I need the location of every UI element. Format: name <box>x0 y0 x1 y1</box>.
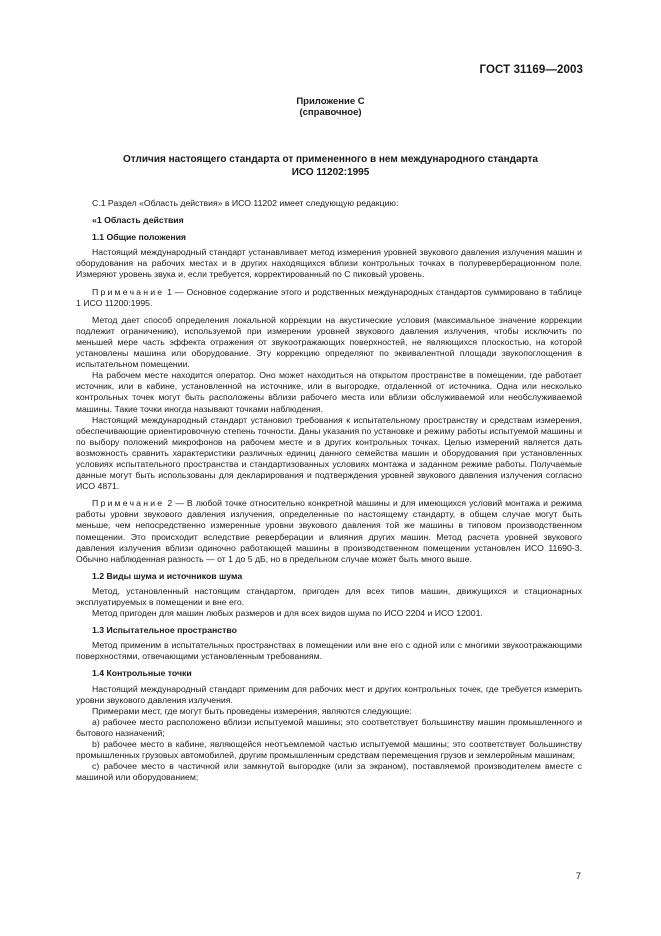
title-line-1: Отличия настоящего стандарта от примененного в нем международного стандарта <box>123 154 538 165</box>
paragraph-requirements: Настоящий международный стандарт установил требования к испытательному пространству и средствам измерения, обеспечивающие ориентировочную степень точности. Даны указания по установке и режиму работы испытуемой машины и по выбору положений микрофонов на рабочем месте и в других контрольных точках. Целью измерений является дать возможность сравнить характеристики различных единиц данного семейства машин и оборудования при установленных условиях испытательного пространства и стандартизованных условиях монтажа и заданном режиме работы. Получаемые данные могут быть использованы для декларирования и подтверждения уровней звукового давления излучения согласно ИСО 4871. <box>76 414 582 492</box>
standard-designation: ГОСТ 31169—2003 <box>479 64 583 76</box>
appendix-heading <box>0 96 661 118</box>
paragraph-method: Метод дает способ определения локальной коррекции на акустические условия (максимальное значение коррекции подлежит ограничению), используемой при измерении уровней звукового давления излучения, чтобы исключить по меньшей мере часть эффекта отражения от звукоотражающих поверхностей, не являющихся плоскостью, на которой установлены машина или оборудование. Эту коррекцию определяют по эквивалентной площади звукопоглощения в испытательном помещении. <box>76 314 582 370</box>
title-line-2: ИСО 11202:1995 <box>291 166 370 178</box>
paragraph-machine-sizes: Метод пригоден для машин любых размеров и для всех видов шума по ИСО 2204 и ИСО 12001. <box>92 608 483 619</box>
section-1-1-heading: 1.1 Общие положения <box>92 232 186 243</box>
list-item-c: с) рабочее место в частичной или замкнутой выгородке (или за экраном), поставляемой производителем вместе с машиной или оборудованием; <box>76 761 582 783</box>
paragraph-test-space: Метод применим в испытательных пространствах в помещении или вне его с одной или с многими звукоотражающими поверхностями, отвечающими установленным требованиям. <box>76 640 582 662</box>
list-item-a: а) рабочее место расположено вблизи испытуемой машины; это соответствует большинству машин промышленного и бытового назначений; <box>76 716 582 738</box>
paragraph-control-points: Настоящий международный стандарт применим для рабочих мест и других контрольных точек, где требуется измерить уровни звукового давления излучения. <box>76 683 582 705</box>
note-1 <box>76 287 582 309</box>
note-1-label: Примечание <box>92 286 165 297</box>
section-1-heading: «1 Область действия <box>92 215 184 226</box>
note-2-label: Примечание <box>92 498 165 509</box>
paragraph-general: Настоящий международный стандарт устанавливает метод измерения уровней звукового давления излучения машин и оборудования на рабочих местах и в других находящихся вблизи контрольных точках в полуреверберационном поле. Измеряют уровень звука и, если требуется, корректированный по С пиковый уровень. <box>76 247 582 280</box>
paragraph-workplace: На рабочем месте находится оператор. Оно может находиться на открытом пространстве в помещении, где работает источник, или в кабине, установленной на источнике, или в выгородке, отдаленной от источника. Одна или несколько контрольных точек могут быть расположены вблизи рабочего места или вблизи обслуживаемой или необслуживаемой машины. Такие точки иногда называют точками наблюдения. <box>76 370 582 414</box>
intro-paragraph: С.1 Раздел «Область действия» в ИСО 11202 имеет следующую редакцию: <box>92 198 399 208</box>
appendix-type: (справочное) <box>299 107 362 118</box>
note-1-text: 1 — Основное содержание этого и родственных международных стандартов суммировано в таблице 1 ИСО 11200:1995. <box>76 286 582 308</box>
section-1-4-heading: 1.4 Контрольные точки <box>92 668 192 679</box>
section-1-2-heading: 1.2 Виды шума и источников шума <box>92 570 243 581</box>
note-2-text: 2 — В любой точке относительно конкретной машины и для имеющихся условий монтажа и режима работы уровни звукового давления излучения, определенные по настоящему стандарту, в общем случае могут быть меньше, чем непосредственно измеренные уровни звукового давления той же машины в типовом производственном помещении. Это происходит вследствие реверберации и влияния других машин. Метод расчета уровней звукового давления излучения вблизи одиночно работающей машины в производственном помещении установлен ИСО 11690-3. Обычно наблюденная разность — от 1 до 5 дБ, но в предельном случае может быть много выше. <box>76 498 582 564</box>
note-2 <box>76 498 582 565</box>
appendix-label: Приложение С <box>296 96 365 107</box>
body-text <box>76 198 582 783</box>
page-number: 7 <box>575 871 581 882</box>
paragraph-examples: Примерами мест, где могут быть проведены измерения, являются следующие: <box>92 705 412 716</box>
document-title <box>60 154 601 179</box>
section-1-3-heading: 1.3 Испытательное пространство <box>92 625 237 636</box>
paragraph-machine-types: Метод, установленный настоящим стандартом, пригоден для всех типов машин, движущихся и стационарных эксплуатируемых в помещении и вне его. <box>76 585 582 607</box>
list-item-b: b) рабочее место в кабине, являющейся неотъемлемой частью испытуемой машины; это соответствует большинству промышленных грузовых автомобилей, другим промышленным средствам перемещения грузов и землеройным машинам; <box>76 739 582 761</box>
